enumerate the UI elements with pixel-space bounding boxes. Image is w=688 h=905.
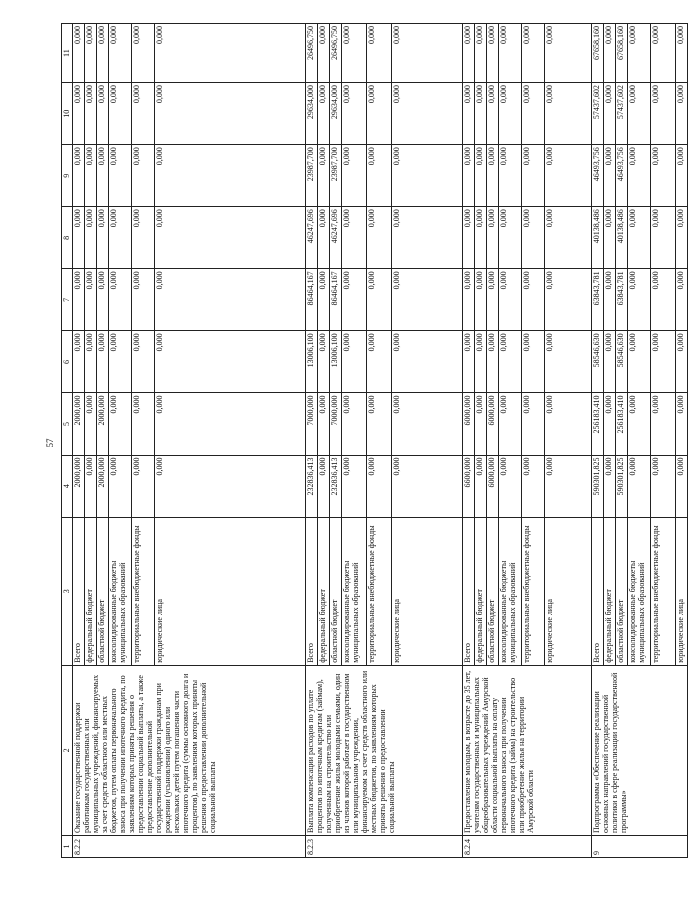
amount-cell: 0,000 xyxy=(628,455,651,517)
column-header: 7 xyxy=(62,269,73,331)
amount-cell: 0,000 xyxy=(545,455,592,517)
amount-cell: 0,000 xyxy=(85,393,97,455)
amount-cell: 0,000 xyxy=(342,24,367,83)
funding-source: консолидированные бюджеты муниципальных образований xyxy=(499,517,522,665)
funding-source: областной бюджет xyxy=(330,517,342,665)
amount-cell: 0,000 xyxy=(522,83,545,145)
amount-cell: 46247,696 xyxy=(330,207,342,269)
section-description: Предоставление молодым, в возрасте до 35 лет, учителям государственных и муниципальных общеобразовательных учреждений Амурской области социальной выплаты на оплату первоначального взноса при получении ипотечного кредита (займа) на строительство или приобретение жилья на территории Амурской области xyxy=(463,665,592,835)
amount-cell: 0,000 xyxy=(132,455,155,517)
funding-source: консолидированные бюджеты муниципальных образований xyxy=(342,517,367,665)
amount-cell: 46493,756 xyxy=(616,145,628,207)
amount-cell: 0,000 xyxy=(487,145,499,207)
amount-cell: 0,000 xyxy=(522,207,545,269)
amount-cell: 256183,410 xyxy=(592,393,604,455)
amount-cell: 0,000 xyxy=(463,207,475,269)
column-header: 3 xyxy=(62,517,73,665)
funding-source: территориальные внебюджетные фонды xyxy=(367,517,392,665)
amount-cell: 0,000 xyxy=(85,455,97,517)
amount-cell: 0,000 xyxy=(522,455,545,517)
amount-cell: 590301,825 xyxy=(592,455,604,517)
section-description: Оказание государственной поддержки работникам государственных или муниципальных учреждений, финансируемых за счет средств областного или местных бюджетов, путем оплаты первоначального взноса при получении ипотечного кредита, по заявлениям которых приняты решения о предоставлении социальной выплаты, а также предоставление дополнительной государственной поддержки гражданам при рождении (усыновлении) одного или нескольких детей путем погашения части ипотечного кредита (суммы основного долга и процентов), по заявлениям которых приняты решения о предоставлении дополнительной социальной выплаты xyxy=(73,665,306,835)
amount-cell: 0,000 xyxy=(392,269,463,331)
amount-cell: 86464,167 xyxy=(306,269,318,331)
column-header: 1 xyxy=(62,835,73,857)
amount-cell: 0,000 xyxy=(676,269,688,331)
amount-cell: 0,000 xyxy=(604,24,616,83)
amount-cell: 0,000 xyxy=(545,331,592,393)
amount-cell: 0,000 xyxy=(367,331,392,393)
amount-cell: 0,000 xyxy=(73,83,85,145)
amount-cell: 0,000 xyxy=(392,145,463,207)
table-body xyxy=(73,24,688,858)
amount-cell: 0,000 xyxy=(85,207,97,269)
funding-source: территориальные внебюджетные фонды xyxy=(651,517,676,665)
amount-cell: 0,000 xyxy=(392,24,463,83)
amount-cell: 590301,825 xyxy=(616,455,628,517)
amount-cell: 86464,167 xyxy=(330,269,342,331)
funding-source: юридические лица xyxy=(676,517,688,665)
page-number: 57 xyxy=(45,438,55,448)
amount-cell: 0,000 xyxy=(545,393,592,455)
amount-cell: 0,000 xyxy=(132,331,155,393)
amount-cell: 0,000 xyxy=(651,393,676,455)
amount-cell: 0,000 xyxy=(342,393,367,455)
amount-cell: 13006,100 xyxy=(330,331,342,393)
funding-source: федеральный бюджет xyxy=(85,517,97,665)
funding-source: территориальные внебюджетные фонды xyxy=(132,517,155,665)
amount-cell: 0,000 xyxy=(545,207,592,269)
amount-cell: 0,000 xyxy=(604,145,616,207)
amount-cell: 0,000 xyxy=(342,145,367,207)
amount-cell: 23987,700 xyxy=(330,145,342,207)
amount-cell: 23987,700 xyxy=(306,145,318,207)
funding-source: Всего xyxy=(463,517,475,665)
amount-cell: 0,000 xyxy=(475,83,487,145)
amount-cell: 0,000 xyxy=(545,24,592,83)
column-header: 5 xyxy=(62,393,73,455)
amount-cell: 0,000 xyxy=(676,24,688,83)
amount-cell: 0,000 xyxy=(367,455,392,517)
amount-cell: 0,000 xyxy=(367,24,392,83)
funding-source: юридические лица xyxy=(392,517,463,665)
amount-cell: 0,000 xyxy=(392,207,463,269)
amount-cell: 0,000 xyxy=(155,455,306,517)
amount-cell: 40138,486 xyxy=(616,207,628,269)
amount-cell: 0,000 xyxy=(487,24,499,83)
funding-source: федеральный бюджет xyxy=(318,517,330,665)
amount-cell: 57437,602 xyxy=(616,83,628,145)
amount-cell: 0,000 xyxy=(475,24,487,83)
amount-cell: 0,000 xyxy=(499,331,522,393)
funding-source: федеральный бюджет xyxy=(604,517,616,665)
amount-cell: 0,000 xyxy=(604,393,616,455)
amount-cell: 0,000 xyxy=(155,83,306,145)
amount-cell: 0,000 xyxy=(97,269,109,331)
amount-cell: 63843,781 xyxy=(592,269,604,331)
section-number: 8.2.2 xyxy=(73,835,306,857)
amount-cell: 6000,000 xyxy=(463,393,475,455)
amount-cell: 0,000 xyxy=(73,24,85,83)
amount-cell: 0,000 xyxy=(651,83,676,145)
column-header: 11 xyxy=(62,24,73,83)
amount-cell: 0,000 xyxy=(155,331,306,393)
amount-cell: 0,000 xyxy=(487,83,499,145)
funding-source: областной бюджет xyxy=(487,517,499,665)
amount-cell: 0,000 xyxy=(73,207,85,269)
amount-cell: 0,000 xyxy=(651,145,676,207)
amount-cell: 0,000 xyxy=(499,269,522,331)
amount-cell: 0,000 xyxy=(392,455,463,517)
amount-cell: 0,000 xyxy=(132,269,155,331)
table-row xyxy=(73,24,85,858)
amount-cell: 0,000 xyxy=(522,331,545,393)
amount-cell: 13006,100 xyxy=(306,331,318,393)
section-description: Выплата компенсации расходов по уплате процентов по ипотечным кредитам (займам), полученным на строительство или приобретение жилья молодыми семьями, один из членов которой работает в государственном или муниципальном учреждении, финансируемом за счет средств областного или местных бюджетов, по заявлениям которых приняты решения о предоставлении социальной выплаты xyxy=(306,665,463,835)
amount-cell: 0,000 xyxy=(85,331,97,393)
amount-cell: 67658,160 xyxy=(592,24,604,83)
amount-cell: 0,000 xyxy=(651,331,676,393)
amount-cell: 0,000 xyxy=(109,455,132,517)
amount-cell: 0,000 xyxy=(97,24,109,83)
amount-cell: 0,000 xyxy=(318,207,330,269)
amount-cell: 58546,630 xyxy=(616,331,628,393)
amount-cell: 0,000 xyxy=(392,83,463,145)
amount-cell: 0,000 xyxy=(499,24,522,83)
amount-cell: 2000,000 xyxy=(73,455,85,517)
amount-cell: 0,000 xyxy=(628,145,651,207)
amount-cell: 0,000 xyxy=(132,207,155,269)
amount-cell: 0,000 xyxy=(676,393,688,455)
amount-cell: 0,000 xyxy=(676,331,688,393)
amount-cell: 0,000 xyxy=(475,207,487,269)
amount-cell: 40138,486 xyxy=(592,207,604,269)
amount-cell: 0,000 xyxy=(628,207,651,269)
amount-cell: 0,000 xyxy=(676,207,688,269)
amount-cell: 0,000 xyxy=(97,145,109,207)
amount-cell: 0,000 xyxy=(463,145,475,207)
amount-cell: 0,000 xyxy=(487,331,499,393)
amount-cell: 0,000 xyxy=(109,393,132,455)
column-header: 8 xyxy=(62,207,73,269)
amount-cell: 0,000 xyxy=(522,269,545,331)
amount-cell: 0,000 xyxy=(318,393,330,455)
amount-cell: 0,000 xyxy=(487,207,499,269)
amount-cell: 0,000 xyxy=(109,24,132,83)
amount-cell: 0,000 xyxy=(522,24,545,83)
amount-cell: 6000,000 xyxy=(487,393,499,455)
amount-cell: 0,000 xyxy=(651,207,676,269)
amount-cell: 0,000 xyxy=(499,455,522,517)
amount-cell: 46247,696 xyxy=(306,207,318,269)
amount-cell: 0,000 xyxy=(109,145,132,207)
amount-cell: 2000,000 xyxy=(73,393,85,455)
amount-cell: 0,000 xyxy=(73,331,85,393)
amount-cell: 0,000 xyxy=(109,269,132,331)
amount-cell: 0,000 xyxy=(676,145,688,207)
amount-cell: 0,000 xyxy=(367,393,392,455)
funding-source: Всего xyxy=(592,517,604,665)
amount-cell: 0,000 xyxy=(97,83,109,145)
amount-cell: 0,000 xyxy=(651,455,676,517)
amount-cell: 26496,750 xyxy=(306,24,318,83)
amount-cell: 0,000 xyxy=(342,455,367,517)
amount-cell: 2000,000 xyxy=(97,393,109,455)
funding-source: юридические лица xyxy=(545,517,592,665)
amount-cell: 0,000 xyxy=(628,24,651,83)
amount-cell: 0,000 xyxy=(475,145,487,207)
amount-cell: 26496,750 xyxy=(330,24,342,83)
rotated-content xyxy=(45,23,685,858)
amount-cell: 0,000 xyxy=(604,331,616,393)
amount-cell: 0,000 xyxy=(463,24,475,83)
amount-cell: 0,000 xyxy=(628,269,651,331)
amount-cell: 0,000 xyxy=(85,269,97,331)
amount-cell: 0,000 xyxy=(109,83,132,145)
amount-cell: 0,000 xyxy=(604,455,616,517)
amount-cell: 0,000 xyxy=(318,331,330,393)
amount-cell: 0,000 xyxy=(676,83,688,145)
amount-cell: 0,000 xyxy=(367,269,392,331)
column-header: 9 xyxy=(62,145,73,207)
amount-cell: 0,000 xyxy=(342,331,367,393)
amount-cell: 0,000 xyxy=(155,269,306,331)
amount-cell: 0,000 xyxy=(545,83,592,145)
amount-cell: 46493,756 xyxy=(592,145,604,207)
amount-cell: 0,000 xyxy=(109,331,132,393)
amount-cell: 0,000 xyxy=(132,145,155,207)
amount-cell: 0,000 xyxy=(392,393,463,455)
funding-source: консолидированные бюджеты муниципальных образований xyxy=(109,517,132,665)
amount-cell: 256183,410 xyxy=(616,393,628,455)
column-header: 6 xyxy=(62,331,73,393)
amount-cell: 0,000 xyxy=(487,269,499,331)
amount-cell: 0,000 xyxy=(499,207,522,269)
amount-cell: 7000,000 xyxy=(306,393,318,455)
section-number: 8.2.4 xyxy=(463,835,592,857)
budget-table xyxy=(61,23,688,858)
amount-cell: 58546,630 xyxy=(592,331,604,393)
amount-cell: 0,000 xyxy=(318,269,330,331)
amount-cell: 0,000 xyxy=(475,393,487,455)
amount-cell: 7000,000 xyxy=(330,393,342,455)
section-number: 8.2.3 xyxy=(306,835,463,857)
amount-cell: 0,000 xyxy=(85,145,97,207)
column-header: 2 xyxy=(62,665,73,835)
amount-cell: 0,000 xyxy=(676,455,688,517)
table-row xyxy=(306,24,318,858)
amount-cell: 2000,000 xyxy=(97,455,109,517)
amount-cell: 0,000 xyxy=(155,393,306,455)
amount-cell: 232836,413 xyxy=(306,455,318,517)
amount-cell: 0,000 xyxy=(109,207,132,269)
amount-cell: 0,000 xyxy=(604,207,616,269)
amount-cell: 0,000 xyxy=(392,331,463,393)
amount-cell: 0,000 xyxy=(463,83,475,145)
amount-cell: 0,000 xyxy=(651,269,676,331)
amount-cell: 0,000 xyxy=(463,269,475,331)
amount-cell: 0,000 xyxy=(499,83,522,145)
amount-cell: 0,000 xyxy=(522,393,545,455)
amount-cell: 0,000 xyxy=(155,24,306,83)
funding-source: федеральный бюджет xyxy=(475,517,487,665)
amount-cell: 0,000 xyxy=(132,393,155,455)
amount-cell: 0,000 xyxy=(132,83,155,145)
amount-cell: 0,000 xyxy=(318,145,330,207)
amount-cell: 6000,000 xyxy=(487,455,499,517)
amount-cell: 0,000 xyxy=(628,393,651,455)
amount-cell: 0,000 xyxy=(367,207,392,269)
amount-cell: 0,000 xyxy=(97,207,109,269)
amount-cell: 0,000 xyxy=(628,331,651,393)
amount-cell: 0,000 xyxy=(604,83,616,145)
amount-cell: 0,000 xyxy=(318,455,330,517)
amount-cell: 0,000 xyxy=(475,269,487,331)
amount-cell: 0,000 xyxy=(85,83,97,145)
amount-cell: 0,000 xyxy=(342,207,367,269)
amount-cell: 0,000 xyxy=(463,331,475,393)
funding-source: областной бюджет xyxy=(97,517,109,665)
column-number-row xyxy=(62,24,73,858)
section-number: 9 xyxy=(592,835,688,857)
amount-cell: 29634,000 xyxy=(330,83,342,145)
amount-cell: 0,000 xyxy=(545,269,592,331)
amount-cell: 0,000 xyxy=(522,145,545,207)
amount-cell: 232836,413 xyxy=(330,455,342,517)
amount-cell: 0,000 xyxy=(85,24,97,83)
amount-cell: 0,000 xyxy=(318,24,330,83)
amount-cell: 0,000 xyxy=(132,24,155,83)
amount-cell: 0,000 xyxy=(97,331,109,393)
amount-cell: 0,000 xyxy=(475,331,487,393)
amount-cell: 0,000 xyxy=(318,83,330,145)
amount-cell: 0,000 xyxy=(651,24,676,83)
amount-cell: 0,000 xyxy=(604,269,616,331)
amount-cell: 0,000 xyxy=(73,269,85,331)
amount-cell: 0,000 xyxy=(367,145,392,207)
column-header: 10 xyxy=(62,83,73,145)
amount-cell: 67658,160 xyxy=(616,24,628,83)
amount-cell: 0,000 xyxy=(155,145,306,207)
funding-source: консолидированные бюджеты муниципальных образований xyxy=(628,517,651,665)
amount-cell: 0,000 xyxy=(342,83,367,145)
amount-cell: 0,000 xyxy=(545,145,592,207)
amount-cell: 29634,000 xyxy=(306,83,318,145)
funding-source: областной бюджет xyxy=(616,517,628,665)
amount-cell: 0,000 xyxy=(499,393,522,455)
amount-cell: 0,000 xyxy=(73,145,85,207)
funding-source: юридические лица xyxy=(155,517,306,665)
funding-source: территориальные внебюджетные фонды xyxy=(522,517,545,665)
amount-cell: 0,000 xyxy=(342,269,367,331)
funding-source: Всего xyxy=(73,517,85,665)
amount-cell: 0,000 xyxy=(628,83,651,145)
column-header: 4 xyxy=(62,455,73,517)
funding-source: Всего xyxy=(306,517,318,665)
amount-cell: 63843,781 xyxy=(616,269,628,331)
amount-cell: 0,000 xyxy=(499,145,522,207)
table-row xyxy=(592,24,604,858)
amount-cell: 0,000 xyxy=(367,83,392,145)
section-description: Подпрограмма «Обеспечение реализации основных направлений государственной политики в сфере реализации государственной программы» xyxy=(592,665,688,835)
table-row xyxy=(463,24,475,858)
amount-cell: 0,000 xyxy=(475,455,487,517)
amount-cell: 6600,000 xyxy=(463,455,475,517)
amount-cell: 57437,602 xyxy=(592,83,604,145)
amount-cell: 0,000 xyxy=(155,207,306,269)
